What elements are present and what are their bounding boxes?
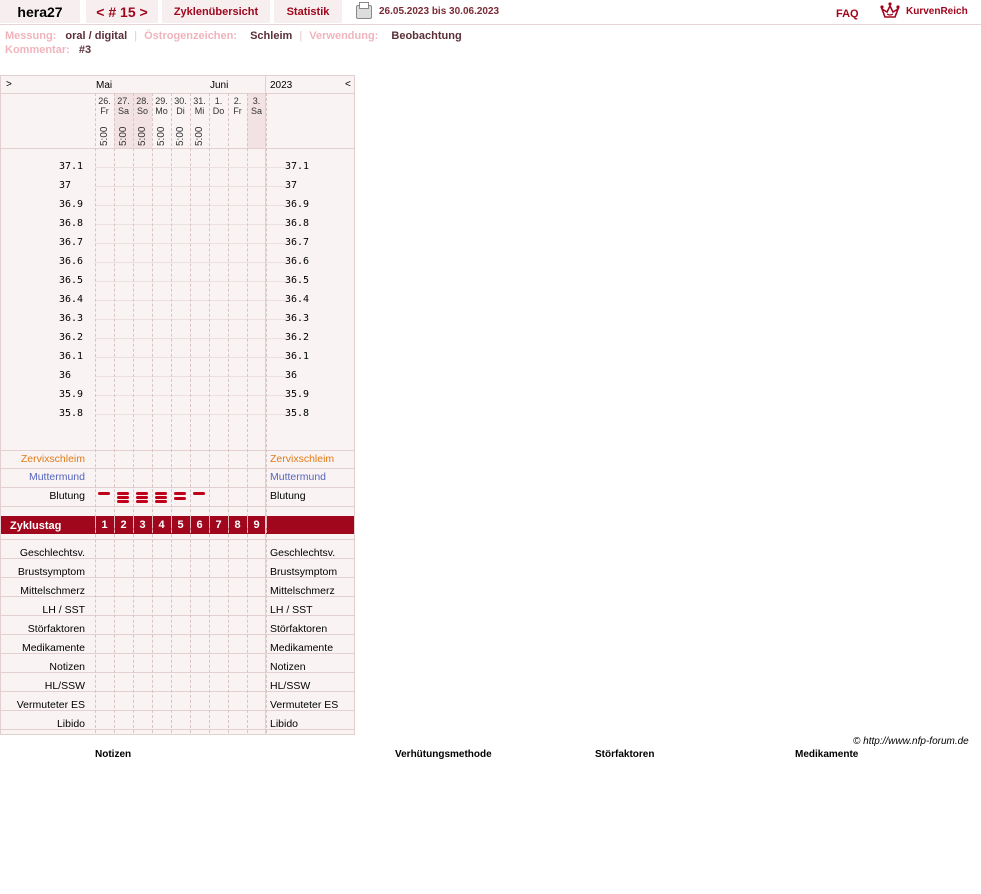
chart-right-axis [265, 76, 266, 734]
day-number: 1. [214, 96, 223, 106]
nav-next-button[interactable]: < [345, 79, 351, 90]
temperature-tick-right: 36 [285, 370, 298, 381]
symptom-row-label-right[interactable]: Vermuteter ES [270, 699, 339, 711]
row-divider [1, 468, 354, 469]
day-gridline [228, 93, 229, 733]
temperature-tick-right: 36.8 [285, 218, 310, 229]
symptom-row-label[interactable]: Libido [56, 718, 85, 730]
bleeding-mark[interactable] [98, 492, 110, 495]
measurement-time: 5:00 [118, 126, 129, 146]
cycle-day-divider [152, 517, 153, 533]
bleeding-mark[interactable] [117, 500, 129, 503]
symptom-row-label-right[interactable]: Mittelschmerz [270, 585, 335, 597]
cycle-day-number: 4 [158, 519, 165, 531]
symptom-row-label-right[interactable]: HL/SSW [270, 680, 311, 692]
comment-label: Kommentar: [5, 44, 70, 56]
measurement-time: 5:00 [99, 126, 110, 146]
temperature-tick-left: 36.6 [59, 256, 84, 267]
bleeding-mark[interactable] [117, 496, 129, 499]
temperature-tick-right: 36.6 [285, 256, 310, 267]
temperature-tick-left: 35.8 [59, 408, 84, 419]
day-gridline [152, 93, 153, 733]
cycle-day-number: 1 [101, 519, 108, 531]
symptom-row-label[interactable]: Geschlechtsv. [19, 547, 85, 559]
measurement-time: 5:00 [175, 126, 186, 146]
notes-heading: Notizen [95, 749, 132, 760]
measurement-time: 5:00 [137, 126, 148, 146]
bleeding-mark[interactable] [155, 500, 167, 503]
observation-row-label[interactable]: Muttermund [28, 471, 85, 483]
day-header[interactable] [247, 96, 266, 116]
day-header[interactable] [209, 96, 228, 116]
cycle-day-number: 9 [253, 519, 260, 531]
cycle-navigator[interactable]: < # 15 > [86, 0, 158, 23]
printer-icon[interactable] [356, 5, 372, 19]
symptom-row-label[interactable]: Vermuteter ES [16, 699, 85, 711]
row-divider [1, 506, 354, 507]
cycle-day-divider [95, 517, 96, 533]
day-weekday: Sa [117, 106, 129, 116]
observation-row-label-right[interactable]: Muttermund [270, 471, 327, 483]
medications-heading: Medikamente [795, 749, 859, 760]
measurement-info [5, 30, 462, 42]
bleeding-mark[interactable] [117, 492, 129, 495]
observation-row-label[interactable]: Blutung [49, 490, 85, 502]
cycle-day-divider [190, 517, 191, 533]
day-number: 30. [174, 96, 187, 106]
temperature-tick-right: 36.2 [285, 332, 310, 343]
date-range [356, 0, 556, 23]
observation-row-label-right[interactable]: Zervixschleim [270, 453, 335, 465]
day-header[interactable] [152, 96, 171, 116]
day-gridline [247, 93, 248, 733]
day-header[interactable] [171, 96, 190, 116]
day-header[interactable] [190, 96, 209, 116]
day-number: 26. [98, 96, 111, 106]
bleeding-mark[interactable] [136, 500, 148, 503]
symptom-row-label-right[interactable]: Libido [270, 718, 299, 730]
day-gridline [171, 93, 172, 733]
temperature-tick-left: 36.9 [59, 199, 84, 210]
cycle-day-number: 8 [234, 519, 241, 531]
temperature-tick-left: 36.1 [59, 351, 84, 362]
cycle-day-number: 2 [120, 519, 127, 531]
estrogen-value: Schleim [250, 30, 293, 42]
day-weekday: Mi [194, 106, 205, 116]
day-header[interactable] [228, 96, 247, 116]
cycle-day-divider [133, 517, 134, 533]
month-label: Juni [210, 80, 229, 91]
nav-prev-button[interactable]: > [6, 79, 12, 90]
bleeding-mark[interactable] [174, 497, 186, 500]
observation-row-label[interactable]: Zervixschleim [20, 453, 85, 465]
temperature-tick-left: 36.7 [59, 237, 84, 248]
day-weekday: So [136, 106, 148, 116]
temperature-chart [0, 75, 355, 735]
day-weekday: Fr [233, 106, 242, 116]
temperature-tick-right: 36.9 [285, 199, 310, 210]
temperature-tick-right: 36.4 [285, 294, 310, 305]
day-weekday: Di [176, 106, 185, 116]
brand-name: KurvenReich [906, 5, 968, 17]
comment-value: #3 [78, 44, 92, 56]
top-bar [0, 0, 981, 25]
row-divider [1, 93, 354, 94]
day-number: 3. [252, 96, 261, 106]
day-weekday: Sa [250, 106, 262, 116]
cycle-day-divider [209, 517, 210, 533]
temperature-tick-left: 36.4 [59, 294, 84, 305]
symptom-row-label[interactable]: Brustsymptom [17, 566, 85, 578]
cycle-day-label: Zyklustag [10, 520, 62, 532]
day-weekday: Fr [100, 106, 109, 116]
temperature-tick-right: 36.7 [285, 237, 310, 248]
symptom-row-label[interactable]: HL/SSW [44, 680, 85, 692]
symptom-row-label-right[interactable]: Brustsymptom [270, 566, 338, 578]
day-gridline [133, 93, 134, 733]
bleeding-mark[interactable] [155, 492, 167, 495]
symptom-row-label-right[interactable]: Medikamente [270, 642, 334, 654]
symptom-row-label[interactable]: Mittelschmerz [20, 585, 85, 597]
cycle-day-number: 6 [196, 519, 203, 531]
day-gridline [266, 93, 267, 733]
day-number: 31. [193, 96, 206, 106]
cycle-day-divider [247, 517, 248, 533]
separator: | [134, 30, 138, 42]
day-gridline [114, 93, 115, 733]
cycle-day-divider [266, 517, 267, 533]
separator: | [299, 30, 303, 42]
date-range-text: 26.05.2023 bis 30.06.2023 [379, 6, 500, 17]
symptom-row-label[interactable]: Medikamente [21, 642, 85, 654]
row-divider [1, 539, 354, 540]
temperature-tick-left: 37 [59, 180, 72, 191]
username-tab[interactable]: hera27 [0, 0, 80, 23]
day-number: 29. [155, 96, 168, 106]
bleeding-mark[interactable] [193, 492, 205, 495]
temperature-tick-left: 36 [59, 370, 72, 381]
cycle-day-number: 3 [139, 519, 146, 531]
bleeding-mark[interactable] [136, 496, 148, 499]
comment-info [5, 44, 91, 56]
measurement-value: oral / digital [65, 30, 128, 42]
row-divider [1, 148, 354, 149]
temperature-tick-right: 37 [285, 180, 298, 191]
observation-row-label-right[interactable]: Blutung [270, 490, 306, 502]
day-number: 2. [233, 96, 242, 106]
day-number: 27. [117, 96, 130, 106]
row-divider [1, 729, 354, 730]
usage-label: Verwendung: [309, 30, 379, 42]
symptom-row-label[interactable]: LH / SST [42, 604, 85, 616]
temperature-tick-left: 35.9 [59, 389, 84, 400]
brand-logo[interactable] [880, 2, 968, 20]
cycle-day-divider [228, 517, 229, 533]
symptom-row-label-right[interactable]: Störfaktoren [270, 623, 328, 635]
symptom-row-label-right[interactable]: Notizen [270, 661, 306, 673]
day-number: 28. [136, 96, 149, 106]
copyright[interactable]: © http://www.nfp-forum.de [853, 736, 969, 747]
temperature-tick-right: 36.5 [285, 275, 310, 286]
day-gridline [95, 93, 96, 733]
temperature-tick-right: 36.1 [285, 351, 310, 362]
symptom-row-label[interactable]: Störfaktoren [27, 623, 85, 635]
day-header[interactable] [133, 96, 152, 116]
faq-link[interactable]: FAQ [836, 8, 859, 20]
temperature-tick-right: 35.9 [285, 389, 310, 400]
cycle-day-divider [114, 517, 115, 533]
row-divider [1, 450, 354, 451]
crown-icon [880, 2, 900, 20]
bleeding-mark[interactable] [155, 496, 167, 499]
estrogen-label: Östrogenzeichen: [144, 30, 238, 42]
symptom-row-label[interactable]: Notizen [49, 661, 85, 673]
statistics-link[interactable]: Statistik [274, 0, 342, 23]
cycle-day-divider [171, 517, 172, 533]
symptom-row-label-right[interactable]: LH / SST [270, 604, 313, 616]
month-label: Mai [96, 80, 113, 91]
day-header[interactable] [114, 96, 133, 116]
temperature-tick-left: 36.3 [59, 313, 84, 324]
temperature-tick-right: 35.8 [285, 408, 310, 419]
row-divider [1, 487, 354, 488]
day-weekday: Mo [155, 106, 168, 116]
temperature-tick-left: 36.2 [59, 332, 84, 343]
temperature-tick-left: 36.8 [59, 218, 84, 229]
cycle-overview-link[interactable]: Zyklenübersicht [162, 0, 270, 23]
cycle-day-number: 7 [215, 519, 222, 531]
measurement-time: 5:00 [156, 126, 167, 146]
day-gridline [190, 93, 191, 733]
day-header[interactable] [95, 96, 114, 116]
day-gridline [209, 93, 210, 733]
measurement-time: 5:00 [194, 126, 205, 146]
symptom-row-label-right[interactable]: Geschlechtsv. [270, 547, 336, 559]
temperature-tick-right: 36.3 [285, 313, 310, 324]
bleeding-mark[interactable] [136, 492, 148, 495]
temperature-tick-left: 36.5 [59, 275, 84, 286]
disturbances-heading: Störfaktoren [595, 749, 655, 760]
usage-value: Beobachtung [391, 30, 462, 42]
temperature-tick-left: 37.1 [59, 161, 84, 172]
cycle-day-number: 5 [177, 519, 184, 531]
measurement-label: Messung: [5, 30, 57, 42]
year-label: 2023 [270, 80, 293, 91]
method-heading: Verhütungsmethode [395, 749, 492, 760]
temperature-tick-right: 37.1 [285, 161, 310, 172]
day-weekday: Do [212, 106, 225, 116]
bleeding-mark[interactable] [174, 492, 186, 495]
